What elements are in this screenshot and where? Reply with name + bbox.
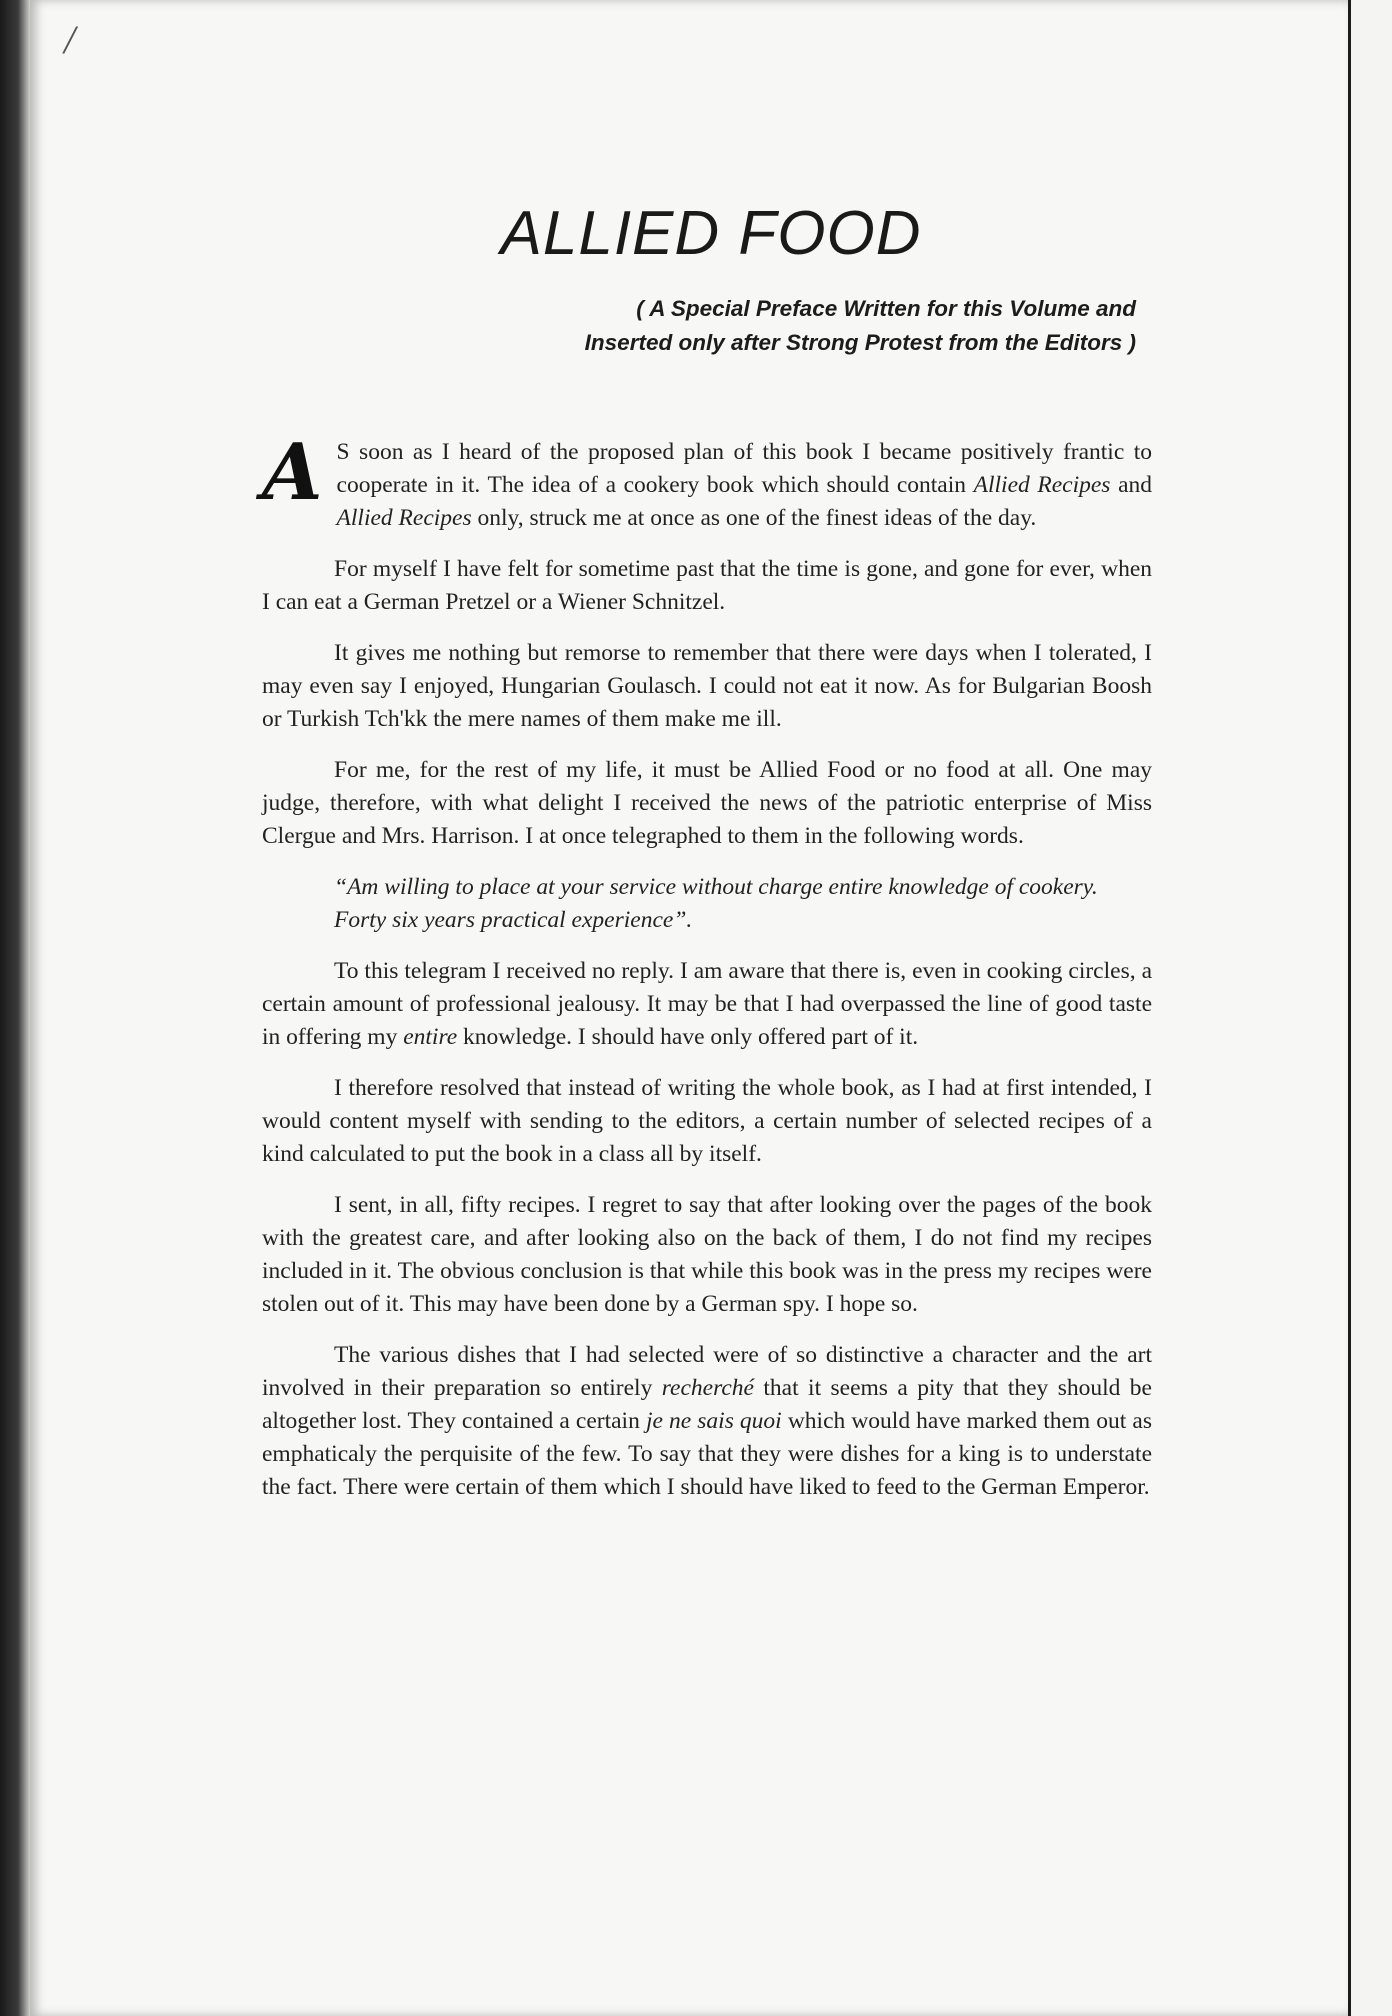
- paragraph-3: It gives me nothing but remorse to remember that there were days when I tolerated, I may even say I enjoyed, Hungarian Goulasch. I could not eat it now. As for Bulgarian Boosh or Turkish Tch'kk the mere names of them make me ill.: [262, 640, 1152, 732]
- page-folio-mark: /: [64, 17, 76, 62]
- subtitle: [585, 292, 1136, 360]
- paragraph-6: I therefore resolved that instead of writing the whole book, as I had at first intended, I would content myself with sending to the editors, a certain number of selected recipes of a kind calculated to put the book in a class all by itself.: [262, 1075, 1152, 1167]
- paragraph-2: For myself I have felt for sometime past that the time is gone, and gone for ever, when I can eat a German Pretzel or a Wiener Schnitzel.: [262, 556, 1152, 615]
- paragraph-5-text-a: To this telegram I received no reply. I am aware that there is, even in cooking circles, a certain amount of professional jealousy. It may be that I had overpassed the line of good taste in offering my: [262, 958, 1152, 1050]
- paragraph-8-text-a: The various dishes that I had selected were of so distinctive a character and the art involved in their preparation so entirely: [262, 1342, 1152, 1401]
- paragraph-5: [262, 955, 1152, 1054]
- subtitle-line-2: Inserted only after Strong Protest from the Editors ): [584, 330, 1136, 355]
- paragraph-8-text-c: which would have marked them out as emphaticaly the perquisite of the few. To say that they were dishes for a king is to understate the fact. There were certain of them which I should have liked to feed to the German Emperor.: [262, 1408, 1152, 1500]
- page-edge: [1348, 0, 1392, 2016]
- paragraph-5-text-b: knowledge. I should have only offered part of it.: [457, 1024, 919, 1050]
- paragraph-8-emphasis-b: je ne sais quoi: [645, 1408, 782, 1434]
- paragraph-4: For me, for the rest of my life, it must be Allied Food or no food at all. One may judge, therefore, with what delight I received the news of the patriotic enterprise of Miss Clergue and Mrs. Harrison. I at once telegraphed to them in the following words.: [262, 757, 1152, 849]
- paragraph-7: I sent, in all, fifty recipes. I regret to say that after looking over the pages of the book with the greatest care, and after looking also on the back of them, I do not find my recipes included in it. The obvious conclusion is that while this book was in the press my recipes were stolen out of it. This may have been done by a German spy. I hope so.: [262, 1192, 1152, 1317]
- paragraph-1-text-a: S soon as I heard of the proposed plan of this book I became positively frantic to cooperate in it. The idea of a cookery book which should contain: [336, 439, 1152, 498]
- telegram-quote: “Am willing to place at your service without charge entire knowledge of cookery. Forty six years practical experience”.: [334, 874, 1098, 933]
- subtitle-line-1: ( A Special Preface Written for this Volume and: [636, 296, 1136, 321]
- paragraph-1-emphasis-a: Allied Recipes: [973, 472, 1111, 498]
- paragraph-8-emphasis-a: recherché: [661, 1375, 754, 1401]
- paragraph-1: [262, 427, 1152, 535]
- drop-cap: A: [262, 427, 323, 518]
- book-spine-shadow: [0, 0, 30, 2016]
- page-title: ALLIED FOOD: [500, 199, 922, 268]
- paragraph-1-emphasis-b: Allied Recipes: [336, 505, 472, 531]
- paragraph-1-text-b: and: [1110, 472, 1152, 498]
- paragraph-8: [262, 1339, 1152, 1504]
- preface-body: [262, 427, 1152, 1522]
- paragraph-1-text-c: only, struck me at once as one of the finest ideas of the day.: [471, 505, 1037, 531]
- paragraph-5-emphasis: entire: [403, 1024, 458, 1050]
- paragraph-8-text-b: that it seems a pity that they should be altogether lost. They contained a certain: [262, 1375, 1152, 1434]
